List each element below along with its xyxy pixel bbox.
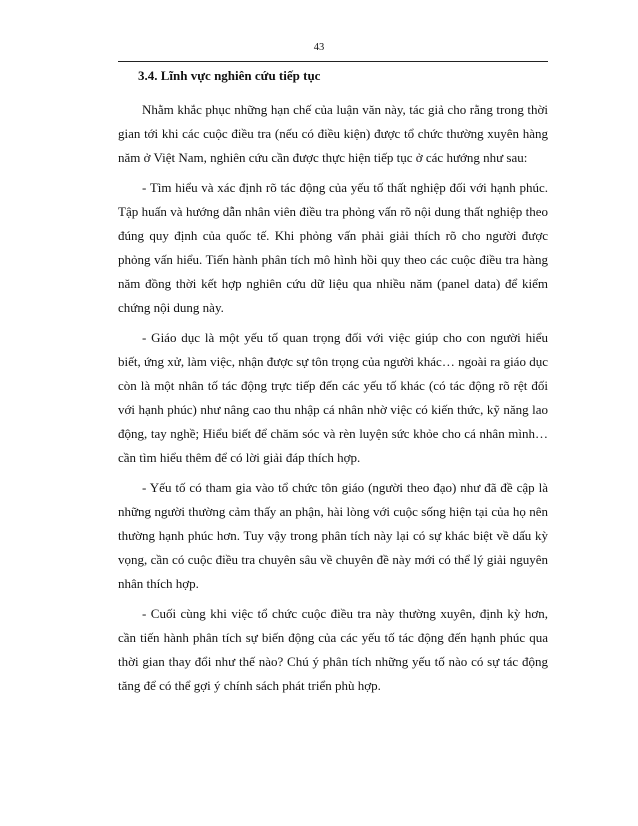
page-number: 43	[313, 42, 325, 53]
paragraph-religion: - Yếu tố có tham gia vào tổ chức tôn giáo (người theo đạo) như đã đề cập là những người thường cảm thấy an phận, hài lòng với cuộc sống hiện tại của họ nên thường hạnh phúc hơn. Tuy vậy trong phân tích này lại có sự khác biệt về dấu kỳ vọng, cần có cuộc điều tra chuyên sâu về chuyên đề này mới có thể lý giải nguyên nhân thích hợp.	[118, 480, 548, 591]
paragraph-intro: Nhằm khắc phục những hạn chế của luận văn này, tác giả cho rằng trong thời gian tới khi các cuộc điều tra (nếu có điều kiện) được tổ chức thường xuyên hàng năm ở Việt Nam, nghiên cứu cần được thực hiện tiếp tục ở các hướng như sau:	[118, 102, 548, 165]
section-heading: 3.4. Lĩnh vực nghiên cứu tiếp tục	[138, 68, 321, 83]
paragraph-education: - Giáo dục là một yếu tố quan trọng đối với việc giúp cho con người hiểu biết, ứng xử, làm việc, nhận được sự tôn trọng của người khác… ngoài ra giáo dục còn là một nhân tố tác động trực tiếp đến các yếu tố khác (có tác động rõ rệt đối với hạnh phúc) như nâng cao thu nhập cá nhân nhờ việc có kiến thức, kỹ năng lao động, tay nghề; Hiểu biết để chăm sóc và rèn luyện sức khỏe cho cá nhân mình… cần tìm hiểu thêm để có lời giải đáp thích hợp.	[118, 330, 548, 465]
paragraph-unemployment: - Tìm hiểu và xác định rõ tác động của yếu tố thất nghiệp đối với hạnh phúc. Tập huấn và hướng dẫn nhân viên điều tra phỏng vấn rõ nội dung thất nghiệp theo đúng quy định của quốc tế. Khi phỏng vấn phải giải thích rõ cho người được phỏng vấn hiểu. Tiến hành phân tích mô hình hồi quy theo các cuộc điều tra hàng năm đồng thời kết hợp nghiên cứu dữ liệu qua nhiều năm (panel data) để kiểm chứng nội dung này.	[118, 180, 548, 315]
page-content	[118, 64, 548, 704]
header-rule	[118, 61, 548, 62]
paragraph-conclusion: - Cuối cùng khi việc tổ chức cuộc điều tra này thường xuyên, định kỳ hơn, cần tiến hành phân tích sự biến động của các yếu tố tác động đến hạnh phúc qua thời gian thay đổi như thế nào? Chú ý phân tích những yếu tố nào có sự tác động tăng để có thể gợi ý chính sách phát triển phù hợp.	[118, 606, 548, 693]
